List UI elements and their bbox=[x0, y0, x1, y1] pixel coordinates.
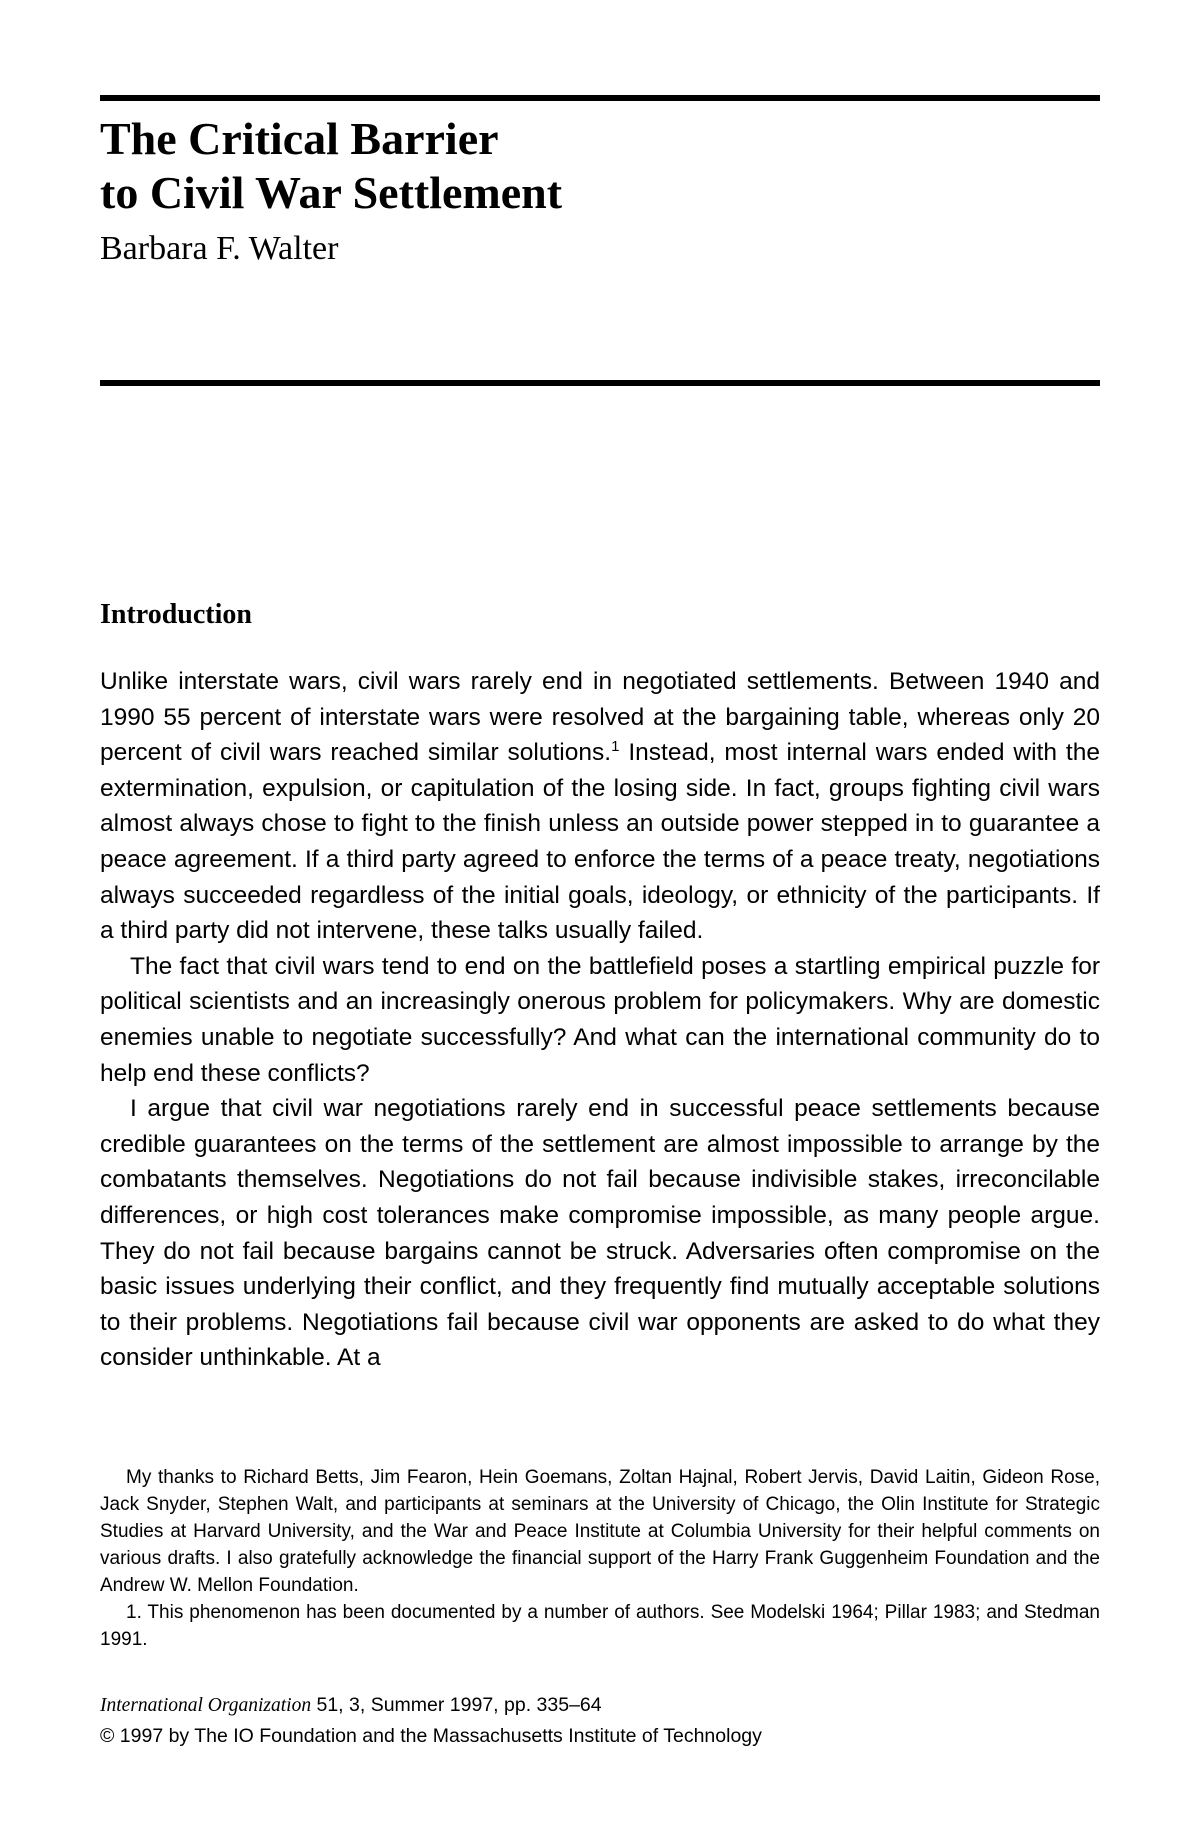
paragraph-3: I argue that civil war negotiations rarely end in successful peace settlements because credible guarantees on the terms of the settlement are almost impossible to arrange by the combatants themselves. Negotiations do not fail because indivisible stakes, irreconcilable differences, or high cost tolerances make compromise impossible, as many people argue. They do not fail because bargains cannot be struck. Adversaries often compromise on the basic issues underlying their conflict, and they frequently find mutually acceptable solutions to their problems. Negotiations fail because civil war opponents are asked to do what they consider unthinkable. At a bbox=[100, 1095, 1100, 1372]
body-text bbox=[100, 664, 1100, 1376]
title-line-2: to Civil War Settlement bbox=[100, 167, 563, 218]
article-title bbox=[100, 112, 1100, 220]
paragraph-1-part-b: Instead, most internal wars ended with the extermination, expulsion, or capitulation of the losing side. In fact, groups fighting civil wars almost always chose to fight to the finish unless an outside power stepped in to guarantee a peace agreement. If a third party agreed to enforce the terms of a peace treaty, negotiations always succeeded regardless of the initial goals, ideology, or ethnicity of the participants. If a third party did not intervene, these talks usually failed. bbox=[100, 739, 1100, 945]
top-rule bbox=[100, 95, 1100, 101]
paragraph-1 bbox=[100, 664, 1100, 949]
footnotes bbox=[100, 1464, 1100, 1653]
footnote-ref-1: 1 bbox=[611, 738, 620, 756]
paragraph-2: The fact that civil wars tend to end on the battlefield poses a startling empirical puzzle for political scientists and an increasingly onerous problem for policymakers. Why are domestic enemies unable to negotiate successfully? And what can the international community do to help end these conflicts? bbox=[100, 952, 1100, 1087]
copyright-line: © 1997 by The IO Foundation and the Massachusetts Institute of Technology bbox=[100, 1725, 762, 1747]
acknowledgments-note: My thanks to Richard Betts, Jim Fearon, Hein Goemans, Zoltan Hajnal, Robert Jervis, David Laitin, Gideon Rose, Jack Snyder, Stephen Walt, and participants at seminars at the University of Chicago, the Olin Institute for Strategic Studies at Harvard University, and the War and Peace Institute at Columbia University for their helpful comments on various drafts. I also gratefully acknowledge the financial support of the Harry Frank Guggenheim Foundation and the Andrew W. Mellon Foundation. bbox=[100, 1467, 1100, 1596]
author-name: Barbara F. Walter bbox=[100, 230, 339, 267]
paragraph-1-part-a: Unlike interstate wars, civil wars rarely end in negotiated settlements. Between 1940 and 1990 55 percent of interstate wars were resolved at the bargaining table, whereas only 20 percent of civil wars reached similar solutions. bbox=[100, 668, 1100, 767]
section-heading: Introduction bbox=[100, 599, 252, 630]
title-block bbox=[100, 112, 1100, 270]
journal-citation bbox=[100, 1690, 1100, 1721]
journal-issue: 51, 3, Summer 1997, pp. 335–64 bbox=[311, 1694, 602, 1716]
footnote-1: 1. This phenomenon has been documented by a number of authors. See Modelski 1964; Pillar 1983; and Stedman 1991. bbox=[100, 1602, 1100, 1650]
title-line-1: The Critical Barrier bbox=[100, 113, 499, 164]
bottom-rule bbox=[100, 380, 1100, 386]
journal-name: International Organization bbox=[100, 1695, 312, 1716]
journal-info bbox=[100, 1690, 1100, 1751]
